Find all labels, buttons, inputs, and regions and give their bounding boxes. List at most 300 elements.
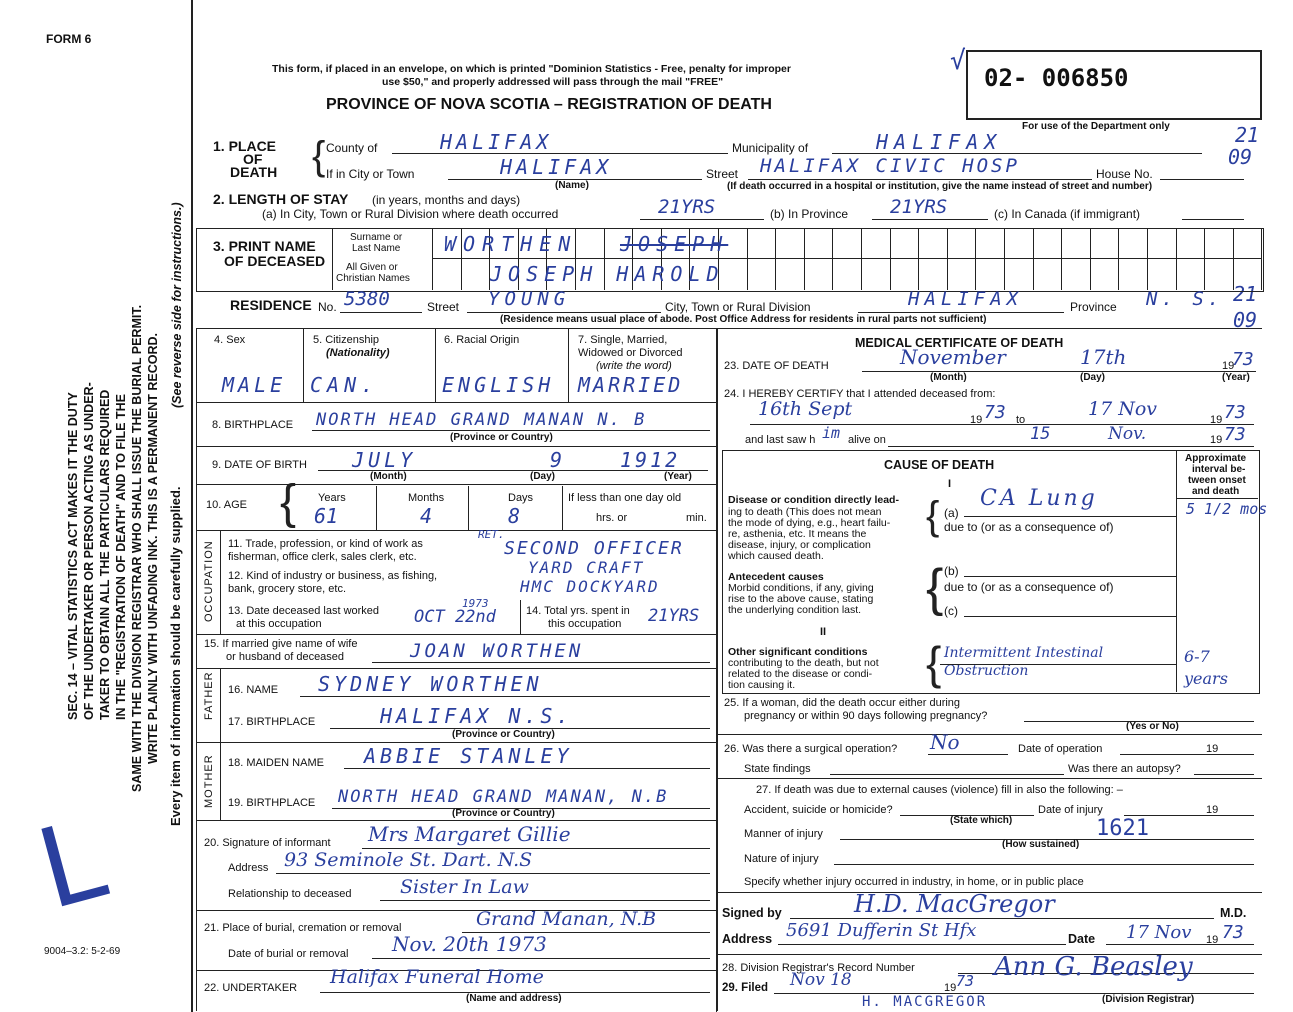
dob-year-caption: (Year) bbox=[664, 471, 692, 482]
grid-cell-divider bbox=[1004, 258, 1005, 290]
operation-yr: 19 bbox=[1206, 743, 1219, 755]
grid-cell-divider bbox=[804, 258, 805, 290]
medical-title: MEDICAL CERTIFICATE OF DEATH bbox=[855, 336, 1064, 350]
underline bbox=[832, 153, 1202, 154]
undertaker-label: 22. UNDERTAKER bbox=[204, 982, 298, 994]
father-name-label: 16. NAME bbox=[228, 684, 279, 696]
cause-title: CAUSE OF DEATH bbox=[884, 458, 995, 472]
grid-cell-divider bbox=[890, 258, 891, 290]
grid-cell-divider bbox=[747, 258, 748, 290]
filed-label: 29. Filed bbox=[722, 982, 769, 994]
specify-label: Specify whether injury occurred in industry, in home, or in public place bbox=[744, 876, 1084, 888]
grid-cell-divider bbox=[1090, 228, 1091, 258]
yes-no-caption: (Yes or No) bbox=[1126, 721, 1179, 732]
mother-name: ABBIE STANLEY bbox=[364, 744, 573, 768]
sidebar-line: TAKER TO OBTAIN ALL THE PARTICULARS REQUIRED bbox=[98, 389, 112, 720]
less-day-label: If less than one day old bbox=[568, 492, 682, 504]
signed-date-year: 73 bbox=[1222, 922, 1244, 943]
underline bbox=[862, 371, 1256, 372]
dept-code: 21 bbox=[1233, 282, 1258, 306]
surgery-label: 26. Was there a surgical operation? bbox=[724, 743, 898, 755]
grid-cell-divider bbox=[975, 258, 976, 290]
operation-date-label: Date of operation bbox=[1018, 743, 1103, 755]
informant-signature: Mrs Margaret Gillie bbox=[368, 822, 571, 846]
residence-province-label: Province bbox=[1070, 300, 1117, 314]
due-to-label: due to (or as a consequence of) bbox=[944, 580, 1114, 594]
place-label: OF bbox=[243, 151, 263, 167]
other-interval: 6-7 years bbox=[1184, 647, 1228, 688]
burial-place: Grand Manan, N.B bbox=[476, 908, 657, 930]
marital-label: 7. Single, Married, bbox=[578, 334, 668, 346]
occ-13-value: OCT 22nd bbox=[414, 607, 496, 627]
racial-value: ENGLISH bbox=[442, 373, 555, 397]
burial-date: Nov. 20th 1973 bbox=[392, 932, 547, 956]
d-label: disease, injury, or complication bbox=[728, 539, 871, 551]
brace: { bbox=[280, 476, 297, 529]
form-code: 9004–3.2: 5-2-69 bbox=[44, 946, 121, 957]
external-label: 27. If death was due to external causes (violence) fill in also the following: – bbox=[756, 784, 1123, 796]
part-2: II bbox=[820, 626, 827, 638]
stay-a-label: (a) In City, Town or Rural Division where death occurred bbox=[262, 207, 559, 221]
divider bbox=[220, 742, 716, 743]
name-caption: (Name) bbox=[555, 180, 589, 191]
hrs-label: hrs. or bbox=[596, 512, 628, 524]
underline bbox=[830, 774, 1064, 775]
residence-province: N. S. bbox=[1146, 288, 1224, 310]
sidebar-line: SAME WITH THE DIVISION REGISTRAR WHO SHALL ISSUE THE BURIAL PERMIT. bbox=[130, 304, 144, 792]
alive-year-prefix: 19 bbox=[1210, 434, 1223, 446]
underline bbox=[372, 958, 710, 959]
filed-prefix: 19 bbox=[944, 982, 957, 994]
grid-cell-divider bbox=[775, 228, 776, 258]
street-label: Street bbox=[706, 167, 739, 181]
grid-cell-divider bbox=[1261, 258, 1262, 290]
sex-label: 4. Sex bbox=[214, 334, 246, 346]
dob-month: JULY bbox=[352, 448, 417, 472]
alive-day: 15 bbox=[1030, 424, 1051, 444]
divider bbox=[716, 734, 1262, 735]
occupation-side-label: OCCUPATION bbox=[203, 540, 215, 622]
sidebar-line: IN THE "REGISTRATION OF DEATH" AND TO FILE THE bbox=[114, 394, 128, 720]
underline bbox=[1120, 754, 1254, 755]
injury-date-label: Date of injury bbox=[1038, 804, 1103, 816]
given-label: All Given or bbox=[346, 262, 398, 273]
death-month-caption: (Month) bbox=[930, 372, 967, 383]
underline bbox=[276, 873, 710, 874]
divider bbox=[303, 328, 304, 402]
cause-c-label: (c) bbox=[944, 604, 958, 618]
father-birthplace: HALIFAX N.S. bbox=[380, 704, 573, 728]
given-label: Christian Names bbox=[336, 273, 410, 284]
citizenship-sub: (Nationality) bbox=[326, 347, 390, 359]
dob-label: 9. DATE OF BIRTH bbox=[212, 459, 307, 471]
burial-place-label: 21. Place of burial, cremation or removal bbox=[204, 922, 402, 934]
occ-14-label: 14. Total yrs. spent in bbox=[526, 605, 630, 617]
grid-cell-divider bbox=[1147, 258, 1148, 290]
antecedent-label: Morbid conditions, if any, giving bbox=[728, 582, 874, 594]
marital-label: Widowed or Divorced bbox=[578, 347, 683, 359]
divider bbox=[196, 484, 716, 485]
divider bbox=[432, 258, 1262, 259]
underline bbox=[928, 754, 1008, 755]
residence-city: HALIFAX bbox=[908, 288, 1024, 310]
stay-a-value: 21YRS bbox=[658, 196, 716, 218]
birthplace-value: NORTH HEAD GRAND MANAN N. B bbox=[316, 410, 647, 430]
divider bbox=[716, 328, 1262, 329]
months-value: 4 bbox=[420, 504, 433, 528]
grid-cell-divider bbox=[947, 228, 948, 258]
mother-name-label: 18. MAIDEN NAME bbox=[228, 757, 324, 769]
divider bbox=[716, 778, 1262, 779]
residence-caption: (Residence means usual place of abode. Post Office Address for residents in rural parts not sufficient) bbox=[500, 314, 987, 325]
underline bbox=[748, 179, 1092, 180]
underline bbox=[778, 944, 1066, 945]
underline bbox=[1194, 774, 1254, 775]
form-left-edge bbox=[191, 0, 193, 1012]
occ-13-year: 1973 bbox=[462, 597, 489, 610]
municipality-value: HALIFAX bbox=[876, 130, 1003, 154]
grid-cell-divider bbox=[1204, 258, 1205, 290]
years-label: Years bbox=[318, 492, 346, 504]
grid-cell-divider bbox=[1147, 228, 1148, 258]
marital-label: (write the word) bbox=[596, 360, 672, 372]
underline bbox=[340, 312, 422, 313]
mail-notice: This form, if placed in an envelope, on which is printed "Dominion Statistics - Free, penalty for improper bbox=[272, 63, 791, 75]
to-label: to bbox=[1016, 414, 1026, 426]
underline bbox=[1160, 179, 1244, 180]
residence-street-label: Street bbox=[427, 300, 460, 314]
signed-date-prefix: 19 bbox=[1206, 934, 1219, 946]
margin-mark: L bbox=[24, 793, 122, 935]
dob-day-caption: (Day) bbox=[530, 471, 556, 482]
underline bbox=[1106, 944, 1254, 945]
grid-cell-divider bbox=[1061, 228, 1062, 258]
brace: { bbox=[312, 134, 326, 178]
residence-city-label: City, Town or Rural Division bbox=[665, 300, 811, 314]
occ-12-label: bank, grocery store, etc. bbox=[228, 583, 346, 595]
sidebar-instructions: (See reverse side for instructions.) bbox=[170, 202, 184, 408]
interval-label: Approximate bbox=[1185, 453, 1247, 464]
occ-11-value: SECOND OFFICER bbox=[504, 538, 684, 559]
grid-cell-divider bbox=[890, 228, 891, 258]
father-birthplace-caption: (Province or Country) bbox=[452, 729, 555, 740]
father-birthplace-label: 17. BIRTHPLACE bbox=[228, 716, 316, 728]
findings-label: State findings bbox=[744, 763, 811, 775]
underline bbox=[300, 696, 710, 697]
sidebar-line: Every item of information should be carefully supplied. bbox=[168, 486, 183, 826]
divider bbox=[376, 486, 377, 530]
surgery-value: No bbox=[930, 730, 960, 754]
brace: { bbox=[926, 494, 940, 538]
form-title: PROVINCE OF NOVA SCOTIA – REGISTRATION OF DEATH bbox=[326, 96, 772, 113]
underline bbox=[940, 664, 1176, 665]
registrar-signature: Ann G. Beasley bbox=[994, 952, 1193, 982]
occ-11-note: RET. bbox=[478, 528, 505, 541]
father-side-label: FATHER bbox=[203, 671, 215, 720]
underline bbox=[834, 864, 1254, 865]
stay-label: 2. LENGTH OF STAY bbox=[213, 191, 349, 207]
registration-number-box bbox=[966, 50, 1262, 120]
divider bbox=[196, 530, 716, 531]
house-label: House No. bbox=[1096, 167, 1153, 181]
grid-cell-divider bbox=[832, 228, 833, 258]
grid-cell-divider bbox=[1176, 228, 1177, 258]
divider bbox=[562, 486, 563, 530]
stay-b-label: (b) In Province bbox=[770, 207, 849, 221]
surname-label: Surname or bbox=[350, 232, 403, 243]
occ-11-label: 11. Trade, profession, or kind of work as bbox=[228, 538, 423, 550]
grid-cell-divider bbox=[1090, 258, 1091, 290]
address-label: Address bbox=[722, 932, 773, 946]
pregnancy-label: 25. If a woman, did the death occur either during bbox=[724, 697, 961, 709]
underline bbox=[964, 516, 1176, 517]
age-label: 10. AGE bbox=[206, 499, 247, 511]
physician-stamp: H. MACGREGOR bbox=[862, 994, 988, 1010]
occ-12-value: YARD CRAFT bbox=[528, 558, 645, 577]
underline bbox=[964, 576, 1176, 577]
brace: { bbox=[926, 637, 942, 689]
underline bbox=[344, 768, 710, 769]
injury-yr: 19 bbox=[1206, 804, 1219, 816]
registrar-caption: (Division Registrar) bbox=[1102, 994, 1195, 1005]
father-name: SYDNEY WORTHEN bbox=[318, 672, 543, 696]
grid-cell-divider bbox=[1004, 228, 1005, 258]
underline bbox=[1182, 219, 1244, 220]
grid-cell-divider bbox=[918, 258, 919, 290]
death-month: November bbox=[900, 345, 1006, 369]
attended-to-year: 73 bbox=[1224, 402, 1246, 423]
d-label: ing to death (This does not mean bbox=[728, 506, 882, 518]
marital-value: MARRIED bbox=[578, 373, 684, 397]
months-label: Months bbox=[408, 492, 445, 504]
min-label: min. bbox=[686, 512, 707, 524]
certify-label: 24. I HEREBY CERTIFY that I attended deceased from: bbox=[724, 388, 996, 400]
burial-date-label: Date of burial or removal bbox=[228, 948, 349, 960]
spouse-label: or husband of deceased bbox=[226, 651, 345, 663]
alive-year: 73 bbox=[1224, 424, 1246, 445]
manner-label: Manner of injury bbox=[744, 828, 823, 840]
underline bbox=[872, 219, 988, 220]
antecedent-label: rise to the above cause, stating bbox=[728, 593, 874, 605]
dob-day: 9 bbox=[550, 448, 563, 472]
surname-struck: JOSEPH bbox=[620, 232, 729, 256]
informant-address: 93 Seminole St. Dart. N.S bbox=[284, 849, 533, 871]
attended-from-year: 73 bbox=[984, 402, 1006, 423]
racial-label: 6. Racial Origin bbox=[444, 334, 520, 346]
grid-cell-divider bbox=[832, 258, 833, 290]
record-number-label: 28. Division Registrar's Record Number bbox=[722, 962, 915, 974]
given-value: JOSEPH HAROLD bbox=[490, 262, 725, 286]
mail-notice-2: use $50," and properly addressed will pass through the mail "FREE" bbox=[382, 76, 724, 88]
grid-cell-divider bbox=[861, 258, 862, 290]
interval-label: tween onset bbox=[1188, 475, 1246, 486]
divider bbox=[432, 228, 433, 290]
attended-to-prefix: 19 bbox=[1210, 414, 1223, 426]
underline bbox=[858, 312, 1064, 313]
divider bbox=[220, 668, 221, 820]
underline bbox=[790, 918, 1214, 919]
place-label: DEATH bbox=[230, 164, 278, 180]
divider bbox=[196, 742, 220, 743]
death-year: 73 bbox=[1232, 349, 1254, 370]
cause-b-label: (b) bbox=[944, 564, 959, 578]
mother-birthplace-label: 19. BIRTHPLACE bbox=[228, 797, 316, 809]
d-label: which caused death. bbox=[728, 550, 824, 562]
underline bbox=[964, 616, 1176, 617]
alive-on-label: alive on bbox=[848, 434, 886, 446]
due-to-label: due to (or as a consequence of) bbox=[944, 520, 1114, 534]
residence-street: YOUNG bbox=[488, 288, 571, 310]
attended-to: 17 Nov bbox=[1088, 398, 1158, 420]
attended-from: 16th Sept bbox=[758, 398, 853, 420]
grid-cell-divider bbox=[1233, 258, 1234, 290]
divider bbox=[520, 600, 521, 634]
underline bbox=[640, 219, 764, 220]
grid-cell-divider bbox=[1261, 228, 1262, 258]
grid-cell-divider bbox=[1204, 228, 1205, 258]
sidebar-line: OF THE UNDERTAKER OR PERSON ACTING AS UNDER- bbox=[82, 382, 96, 720]
county-label: County of bbox=[326, 141, 378, 155]
interval-label: interval be- bbox=[1192, 464, 1246, 475]
brace: { bbox=[926, 559, 944, 617]
d-label: re, asthenia, etc. It means the bbox=[728, 528, 867, 540]
street-value: HALIFAX CIVIC HOSP bbox=[760, 155, 1020, 177]
sidebar-line: WRITE PLAINLY WITH UNFADING INK. THIS IS A PERMANENT RECORD. bbox=[146, 332, 160, 764]
filed-year: 73 bbox=[956, 972, 975, 990]
stay-sub: (in years, months and days) bbox=[372, 193, 521, 207]
d-label: Disease or condition directly lead- bbox=[728, 494, 899, 506]
grid-cell-divider bbox=[918, 228, 919, 258]
county-value: HALIFAX bbox=[440, 130, 553, 154]
registration-number: 02- 006850 bbox=[984, 64, 1129, 92]
cause-a-label: (a) bbox=[944, 506, 959, 520]
underline bbox=[380, 900, 710, 901]
divider bbox=[435, 328, 436, 402]
d-label: the mode of dying, e.g., heart failu- bbox=[728, 517, 891, 529]
occ-12-label: 12. Kind of industry or business, as fishing, bbox=[228, 570, 438, 582]
death-day: 17th bbox=[1080, 345, 1127, 369]
divider bbox=[196, 446, 716, 447]
city-label: If in City or Town bbox=[326, 167, 415, 181]
undertaker-value: Halifax Funeral Home bbox=[330, 966, 544, 988]
underline bbox=[888, 446, 1254, 447]
filed-date: Nov 18 bbox=[790, 970, 852, 990]
dept-code: 21 bbox=[1235, 123, 1260, 147]
mother-birthplace-caption: (Province or Country) bbox=[452, 808, 555, 819]
residence-no-label: No. bbox=[318, 300, 337, 314]
street-caption: (If death occurred in a hospital or institution, give the name instead of street and number) bbox=[727, 181, 1153, 192]
manner-value: 1621 bbox=[1096, 816, 1149, 841]
state-which-caption: (State which) bbox=[950, 815, 1013, 826]
divider bbox=[568, 328, 569, 402]
autopsy-label: Was there an autopsy? bbox=[1068, 763, 1181, 775]
stay-c-label: (c) In Canada (if immigrant) bbox=[994, 207, 1141, 221]
residence-label: RESIDENCE bbox=[230, 297, 312, 313]
dob-year: 1912 bbox=[620, 448, 681, 472]
underline bbox=[467, 312, 661, 313]
place-label: 1. PLACE bbox=[213, 138, 277, 154]
death-year-caption: (Year) bbox=[1222, 372, 1250, 383]
mother-side-label: MOTHER bbox=[203, 754, 215, 808]
spouse-value: JOAN WORTHEN bbox=[410, 640, 584, 662]
underline bbox=[372, 662, 710, 663]
divider bbox=[196, 402, 716, 403]
death-day-caption: (Day) bbox=[1080, 372, 1106, 383]
grid-cell-divider bbox=[604, 228, 605, 258]
other-label: Other significant conditions bbox=[728, 646, 868, 658]
mother-birthplace: NORTH HEAD GRAND MANAN, N.B bbox=[338, 787, 669, 807]
signed-date: 17 Nov bbox=[1126, 922, 1192, 943]
date-label: Date bbox=[1068, 932, 1096, 946]
dob-month-caption: (Month) bbox=[370, 471, 407, 482]
md-label: M.D. bbox=[1220, 906, 1247, 920]
form-number: FORM 6 bbox=[46, 32, 92, 46]
grid-cell-divider bbox=[861, 228, 862, 258]
antecedent-label: the underlying condition last. bbox=[728, 604, 862, 616]
cause-a: CA Lung bbox=[980, 486, 1098, 511]
undertaker-caption: (Name and address) bbox=[466, 993, 562, 1004]
signed-by-label: Signed by bbox=[722, 906, 782, 920]
divider bbox=[196, 820, 716, 821]
relationship-label: Relationship to deceased bbox=[228, 888, 352, 900]
days-value: 8 bbox=[508, 504, 521, 528]
occ-13-label: at this occupation bbox=[236, 618, 322, 630]
accident-label: Accident, suicide or homicide? bbox=[744, 804, 893, 816]
interval-label: and death bbox=[1192, 486, 1240, 497]
other-cause: Intermittent Intestinal Obstruction bbox=[944, 645, 1104, 679]
grid-cell-divider bbox=[747, 228, 748, 258]
underline bbox=[392, 153, 728, 154]
death-date-label: 23. DATE OF DEATH bbox=[724, 360, 829, 372]
surname-value: WORTHEN bbox=[444, 232, 578, 256]
grid-cell-divider bbox=[461, 258, 462, 290]
occ-13-label: 13. Date deceased last worked bbox=[228, 605, 380, 617]
divider bbox=[468, 486, 469, 530]
divider bbox=[1176, 450, 1177, 692]
divider bbox=[220, 530, 221, 634]
grid-cell-divider bbox=[1118, 228, 1119, 258]
grid-cell-divider bbox=[804, 228, 805, 258]
part-1: I bbox=[948, 478, 952, 490]
grid-cell-divider bbox=[1033, 258, 1034, 290]
physician-address: 5691 Dufferin St Hfx bbox=[786, 920, 977, 941]
nature-label: Nature of injury bbox=[744, 853, 819, 865]
occ-11-label: fisherman, office clerk, sales clerk, etc. bbox=[228, 551, 417, 563]
name-label: OF DECEASED bbox=[224, 253, 326, 269]
underline bbox=[312, 430, 710, 431]
surname-label: Last Name bbox=[352, 243, 401, 254]
birthplace-label: 8. BIRTHPLACE bbox=[212, 419, 294, 431]
check-mark: √ bbox=[950, 46, 966, 76]
other-label: related to the disease or condi- bbox=[728, 668, 873, 680]
relationship-value: Sister In Law bbox=[400, 876, 529, 898]
dept-code: 09 bbox=[1233, 308, 1258, 332]
sex-value: MALE bbox=[222, 373, 287, 397]
days-label: Days bbox=[508, 492, 534, 504]
divider bbox=[196, 634, 716, 635]
attended-from-prefix: 19 bbox=[970, 414, 983, 426]
how-caption: (How sustained) bbox=[1002, 839, 1080, 850]
occ-12-value: HMC DOCKYARD bbox=[520, 577, 660, 596]
occ-14-value: 21YRS bbox=[648, 606, 700, 626]
grid-cell-divider bbox=[1061, 258, 1062, 290]
alive-month: Nov. bbox=[1108, 424, 1147, 444]
birthplace-caption: (Province or Country) bbox=[450, 432, 553, 443]
divider bbox=[1176, 498, 1258, 499]
name-label: 3. PRINT NAME bbox=[213, 238, 316, 254]
grid-cell-divider bbox=[1176, 258, 1177, 290]
last-saw-label: and last saw h bbox=[745, 434, 816, 446]
